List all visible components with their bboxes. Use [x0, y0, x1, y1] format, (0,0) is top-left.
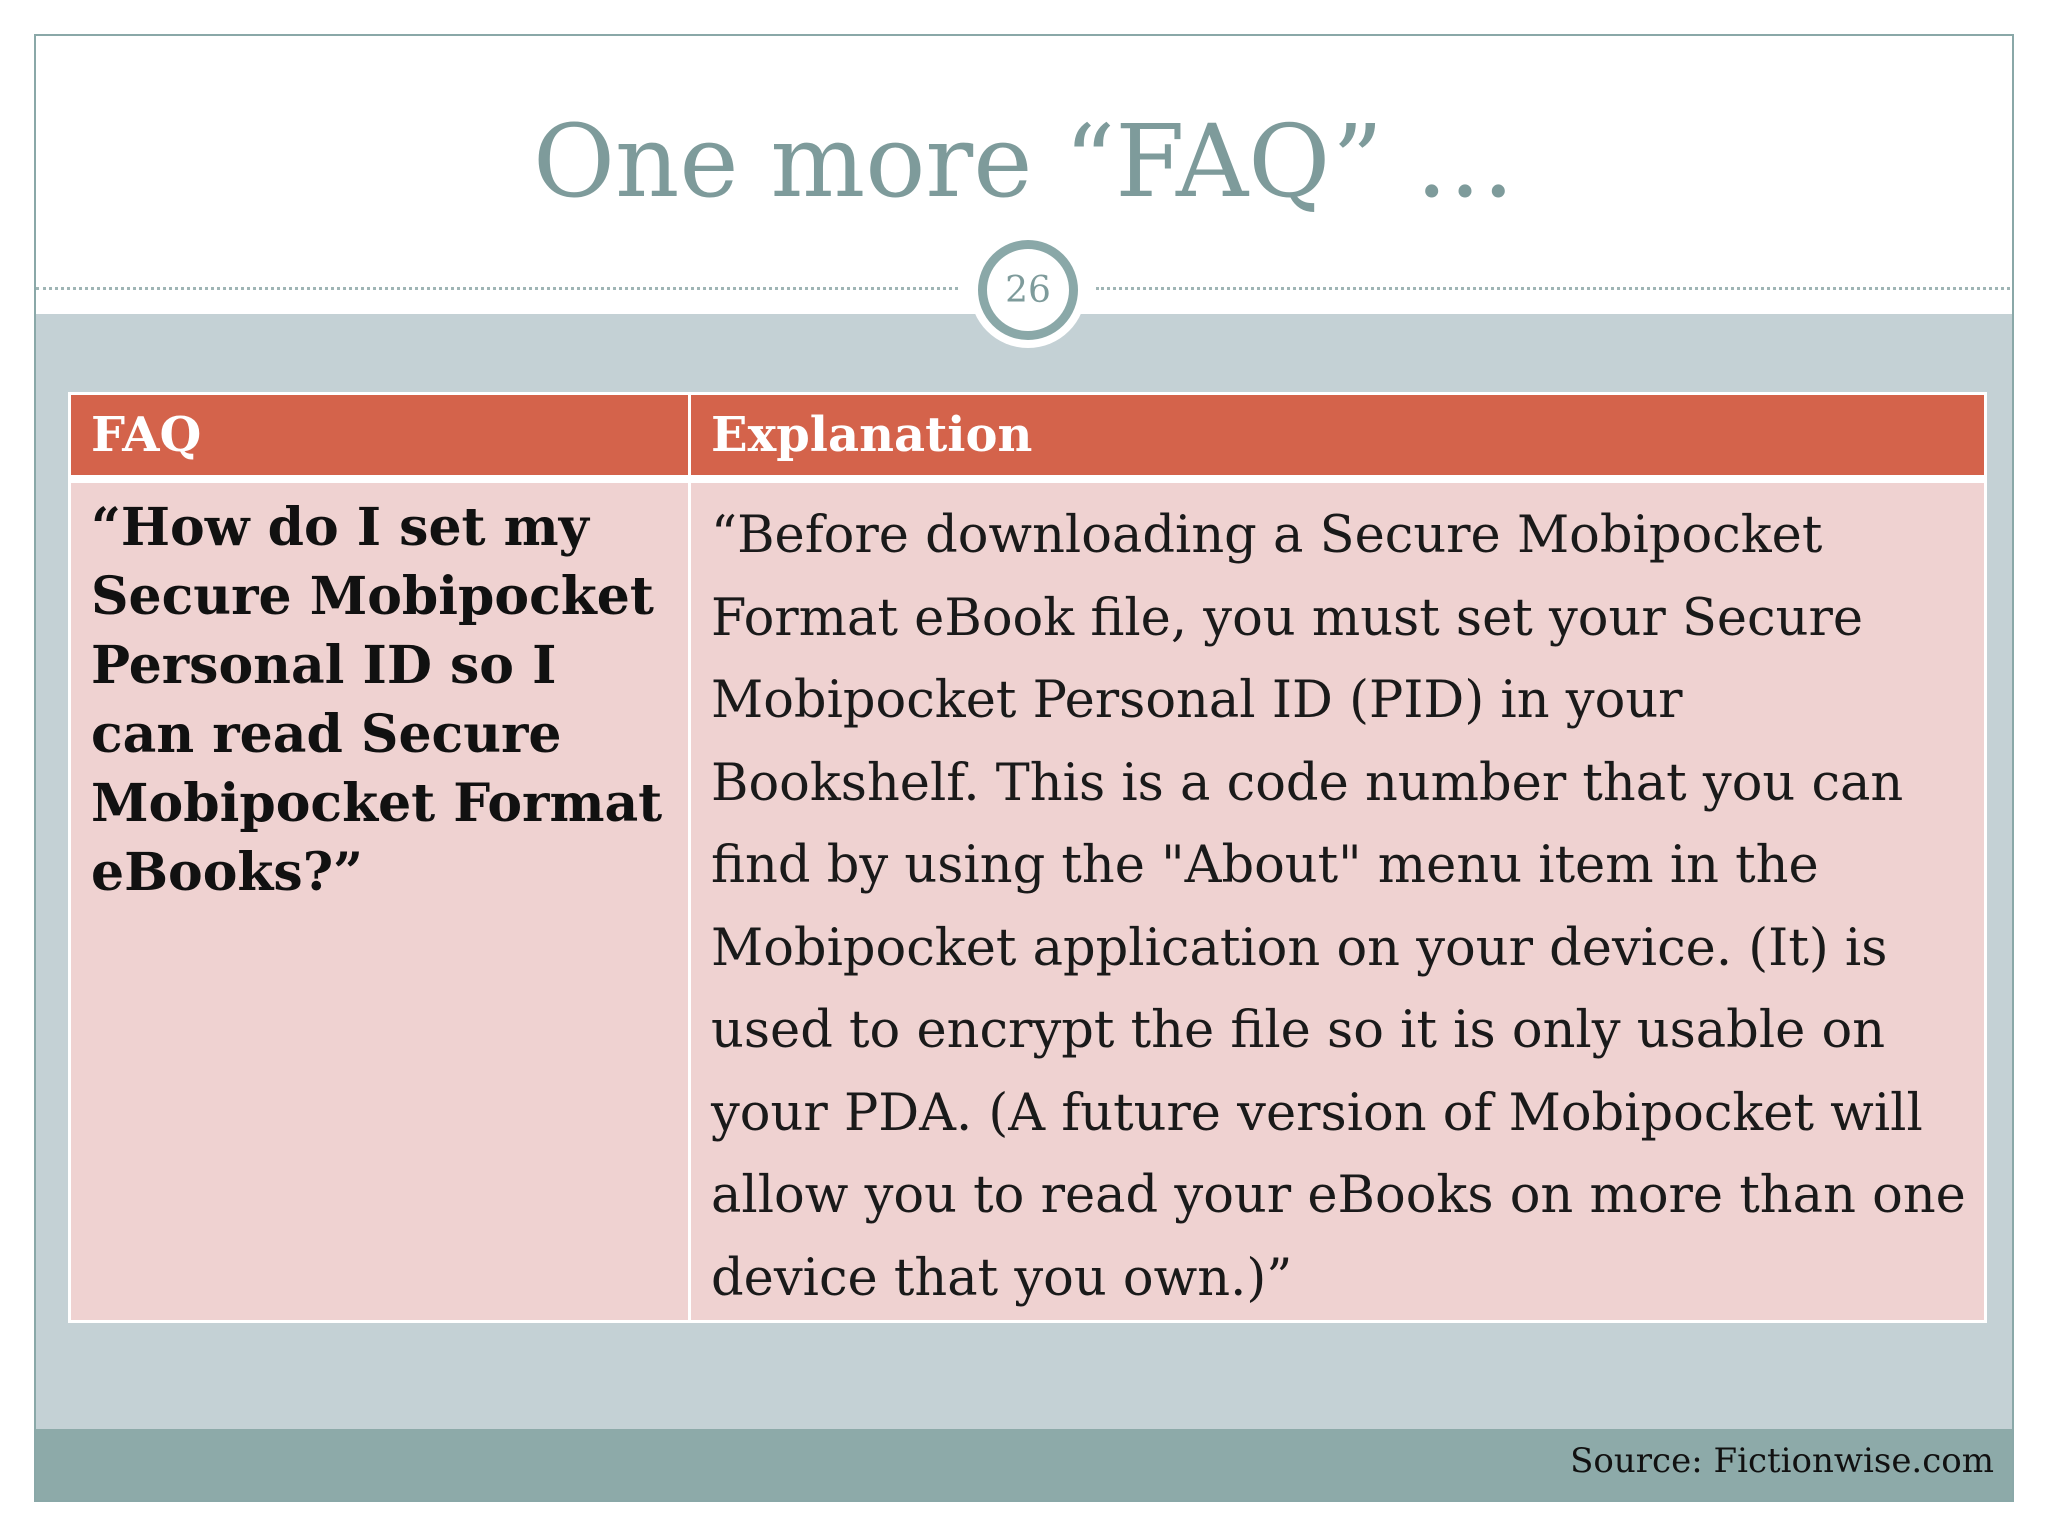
footer-bar [36, 1429, 2012, 1502]
table-row [70, 479, 1986, 1322]
table-header-row [70, 394, 1986, 480]
column-header-faq: FAQ [70, 394, 690, 480]
source-citation: Source: Fictionwise.com [1570, 1441, 1994, 1481]
slide [34, 34, 2014, 1502]
faq-table [68, 392, 1987, 1323]
page-number: 26 [1005, 269, 1051, 311]
page-number-badge [978, 240, 1078, 340]
slide-title: One more “FAQ” … [533, 103, 1515, 220]
title-divider-right [1096, 287, 2014, 290]
faq-question: “How do I set my Secure Mobipocket Personal ID so I can read Secure Mobipocket Format eBooks?” [70, 479, 690, 1322]
faq-explanation: “Before downloading a Secure Mobipocket Format eBook file, you must set your Secure Mobipocket Personal ID (PID) in your Bookshelf. This is a code number that you can find by using the "About" menu item in the Mobipocket application on your device. (It) is used to encrypt the file so it is only usable on your PDA. (A future version of Mobipocket will allow you to read your eBooks on more than one device that you own.)” [690, 479, 1986, 1322]
column-header-explanation: Explanation [690, 394, 1986, 480]
title-divider-left [36, 287, 958, 290]
